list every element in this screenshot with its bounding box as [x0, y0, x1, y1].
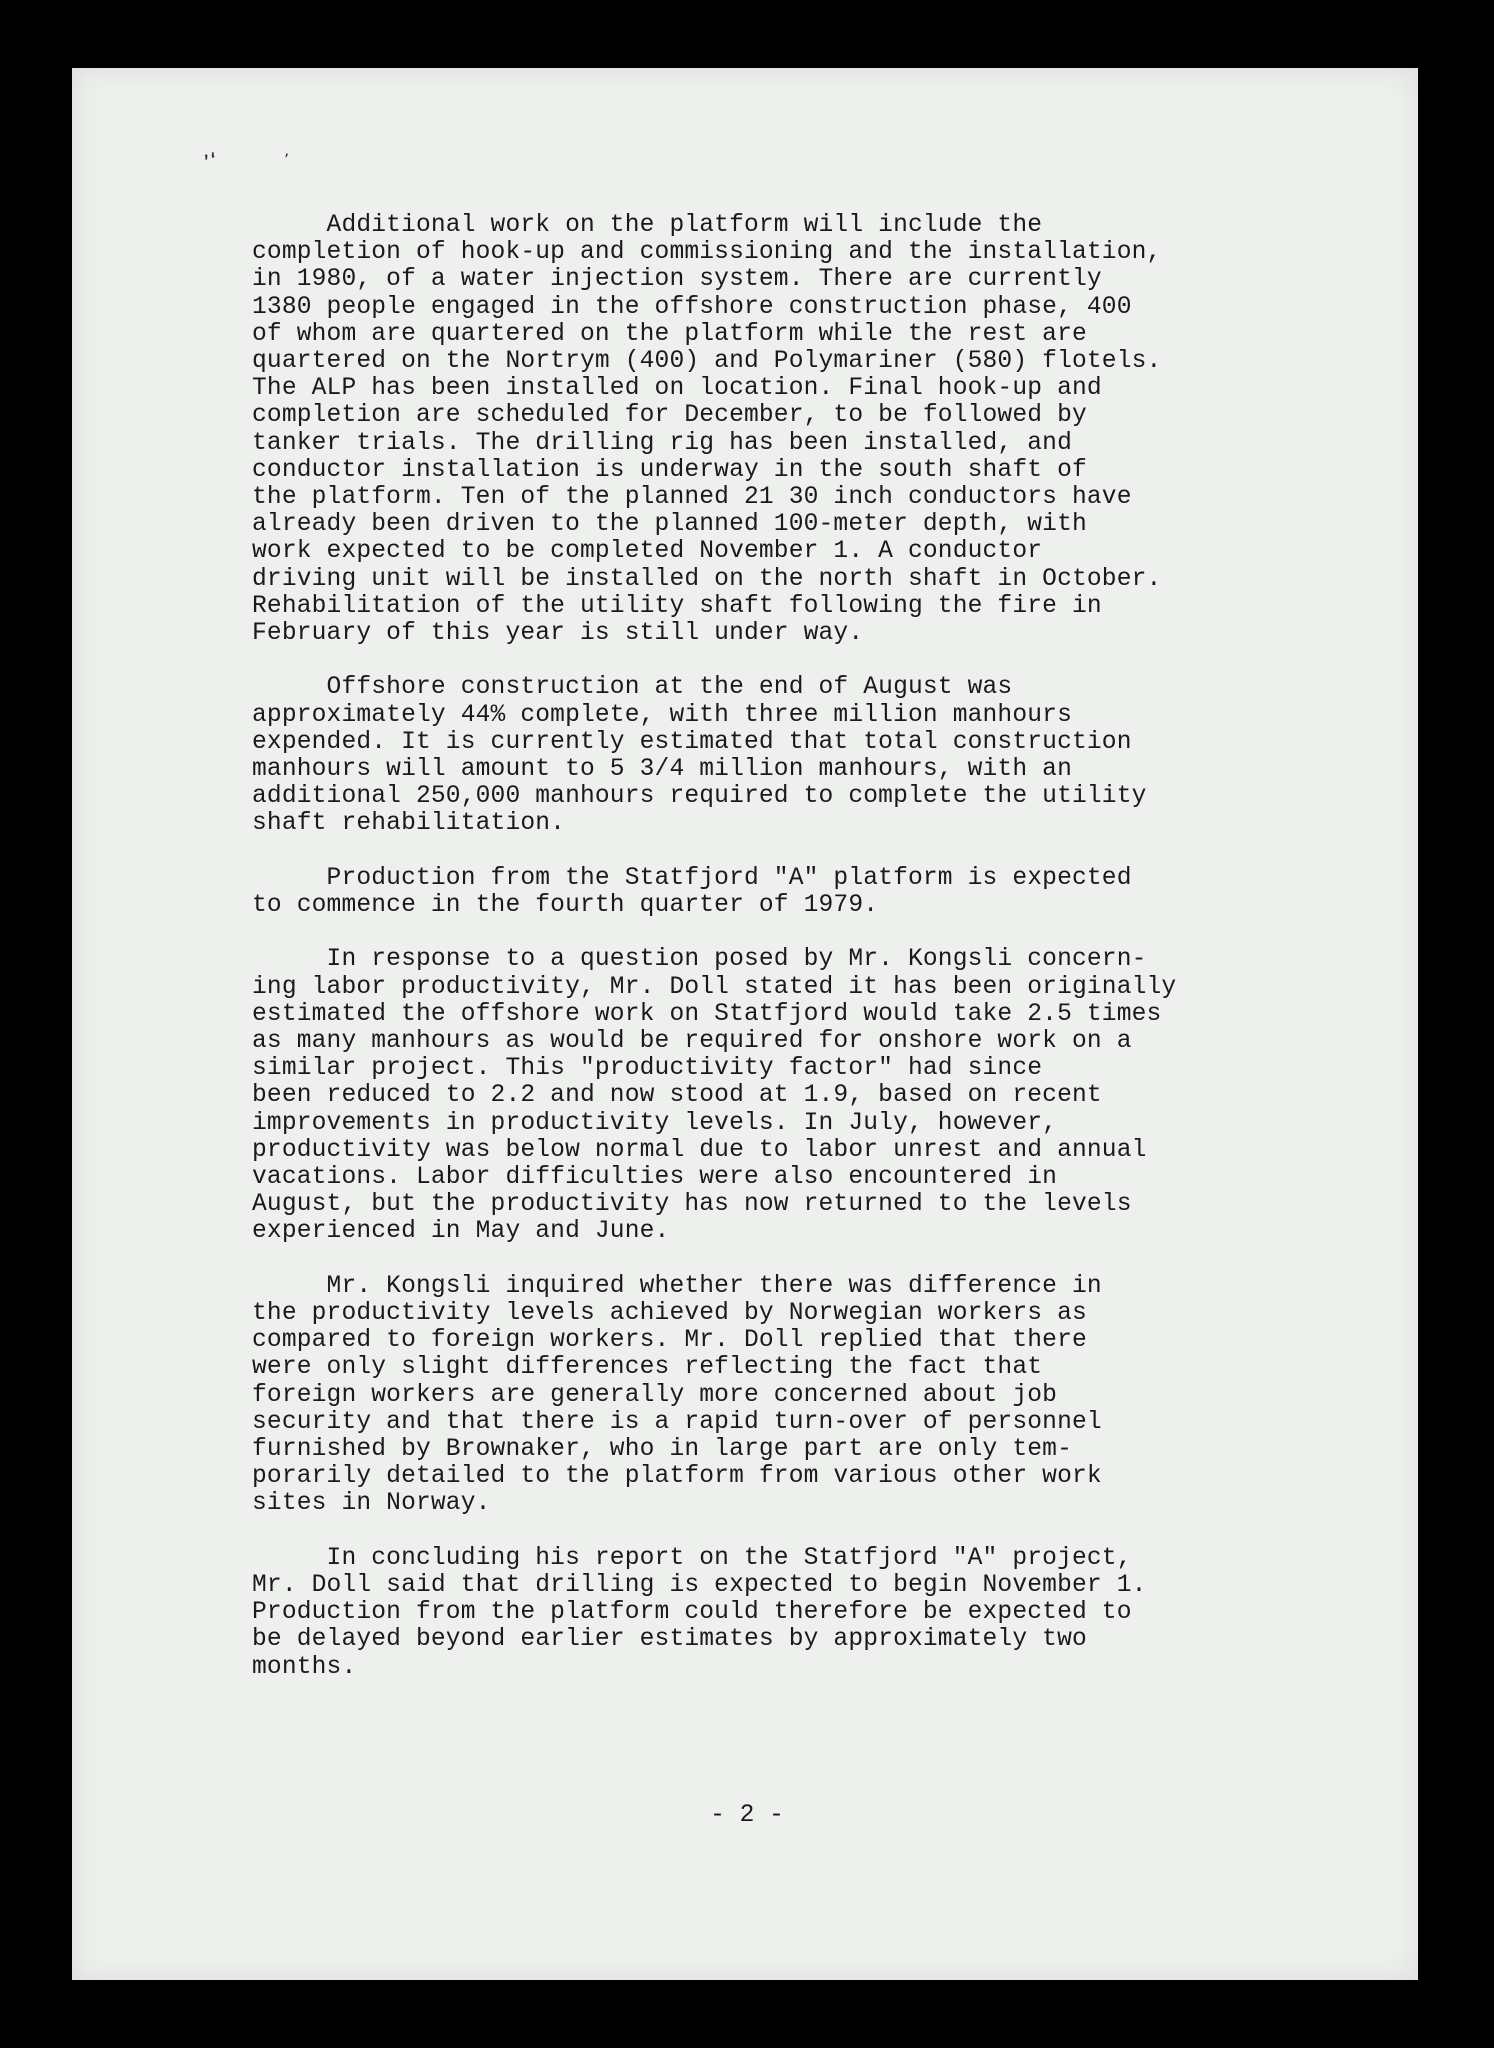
scan-speck-mark: ’‘ — [201, 148, 223, 177]
paragraph-conclusion: In concluding his report on the Statfjord "A" project, Mr. Doll said that drilling is expected to begin November 1. Production from the platform could therefore be expected to be delayed beyond earlier estimates by approximately two months. — [252, 1544, 1147, 1681]
scan-speck-dot: ’ — [284, 150, 290, 169]
paragraph-platform-work: Additional work on the platform will include the completion of hook-up and commissioning and the installation, in 1980, of a water injection system. There are currently 1380 people engaged in the offshore construction phase, 400 of whom are quartered on the platform while the rest are quartered on the Nortrym (400) and Polymariner (580) flotels. The ALP has been installed on location. Final hook-up and completion are scheduled for December, to be followed by tanker trials. The drilling rig has been installed, and conductor installation is underway in the south shaft of the platform. Ten of the planned 21 30 inch conductors have already been driven to the planned 100-meter depth, with work expected to be completed November 1. A conductor driving unit will be installed on the north shaft in October. Rehabilitation of the utility shaft following the fire in February of this year is still under way. — [252, 212, 1162, 648]
paragraph-labor-productivity: In response to a question posed by Mr. Kongsli concern- ing labor productivity, Mr. Doll stated it has been originally estimated the offshore work on Statfjord would take 2.5 times as many manhours as would be required for onshore work on a similar project. This "productivity factor" had since been reduced to 2.2 and now stood at 1.9, based on recent improvements in productivity levels. In July, however, productivity was below normal due to labor unrest and annual vacations. Labor difficulties were also encountered in August, but the productivity has now returned to the levels experienced in May and June. — [252, 946, 1177, 1246]
paragraph-worker-comparison: Mr. Kongsli inquired whether there was difference in the productivity levels achieved by Norwegian workers as compared to foreign workers. Mr. Doll replied that there were only slight differences reflecting the fact that foreign workers are generally more concerned about job security and that there is a rapid turn-over of personnel furnished by Brownaker, who in large part are only tem- porarily detailed to the platform from various other work sites in Norway. — [252, 1272, 1102, 1518]
document-body — [252, 212, 1282, 1708]
paragraph-offshore-construction: Offshore construction at the end of August was approximately 44% complete, with three million manhours expended. It is currently estimated that total construction manhours will amount to 5 3/4 million manhours, with an additional 250,000 manhours required to complete the utility shaft rehabilitation. — [252, 674, 1147, 838]
page-number: - 2 - — [710, 1802, 784, 1829]
paragraph-production-start: Production from the Statfjord "A" platform is expected to commence in the fourth quarter of 1979. — [252, 864, 1132, 920]
